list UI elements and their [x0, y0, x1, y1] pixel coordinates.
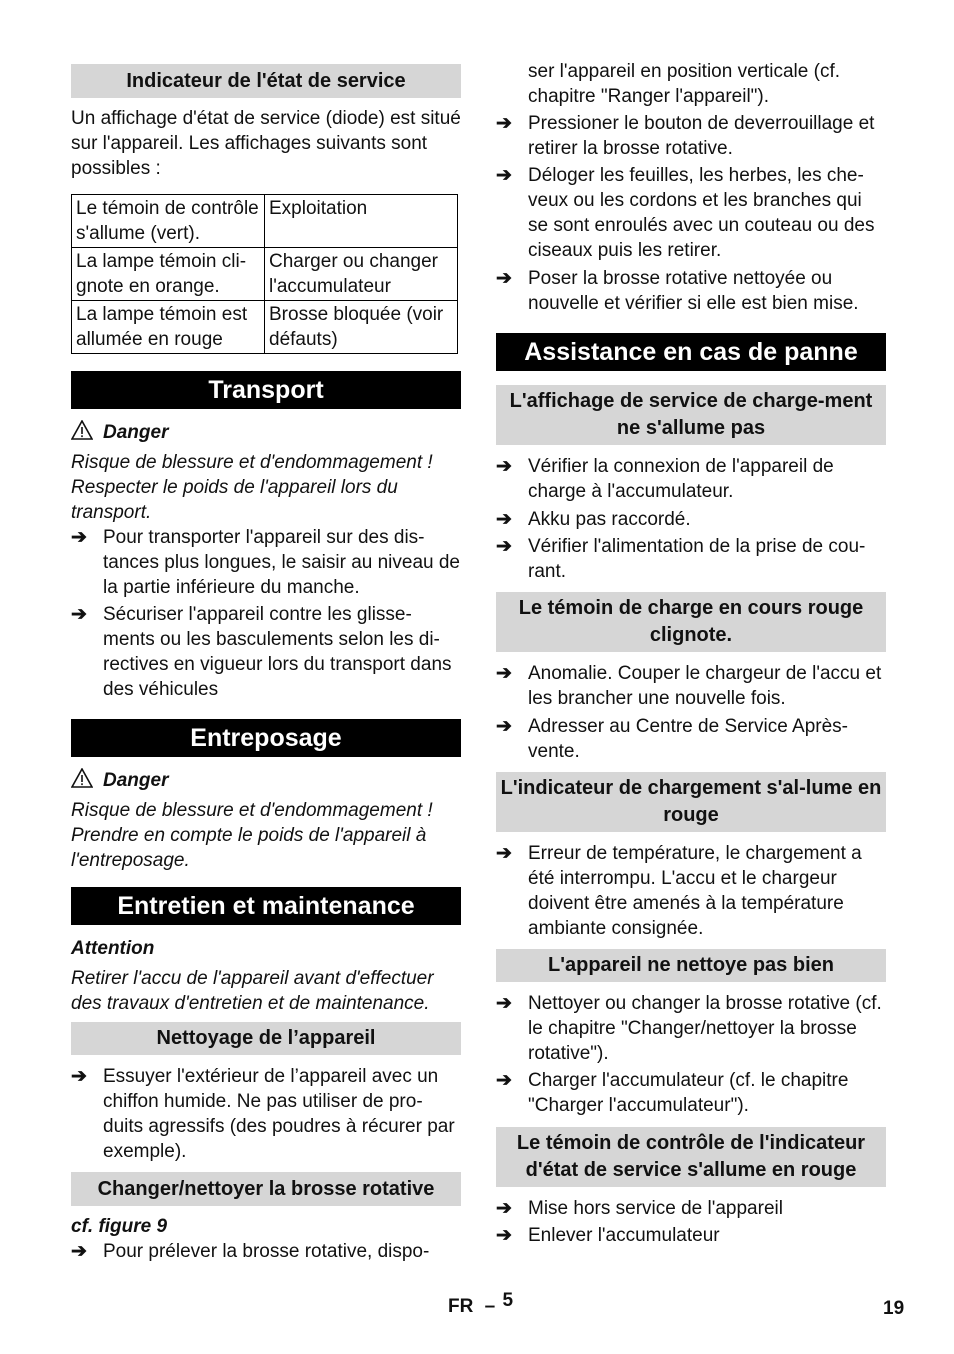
table-row [72, 195, 458, 248]
list-item-text: ser l'appareil en position verticale (cf. chapitre "Ranger l'appareil"). [528, 61, 840, 107]
list-item-text: Anomalie. Couper le chargeur de l'accu et les brancher une nouvelle fois. [528, 663, 882, 709]
footer-language-page [448, 1290, 514, 1318]
list-item-text: Charger l'accumulateur (cf. le chapitre "Charger l'accumulateur"). [528, 1070, 849, 1116]
table-row [72, 301, 458, 354]
service-table-wrap [71, 194, 461, 354]
table-row [72, 248, 458, 301]
transport-heading: Transport [71, 371, 461, 409]
arrow-right-icon: ➔ [496, 536, 512, 557]
list-item-text: Erreur de température, le chargement a été interrompu. L'accu et le chargeur doivent être amenés à la température ambiante consignée. [528, 843, 862, 939]
list-item [71, 1239, 461, 1264]
list-item-text: Vérifier l'alimentation de la prise de cou-rant. [528, 536, 866, 582]
attention-label: Attention [71, 938, 155, 959]
list-item [71, 602, 461, 702]
arrow-right-icon: ➔ [71, 1066, 87, 1087]
transport-danger-label [71, 420, 461, 445]
list-item-text: Pour transporter l'appareil sur des dis-tances plus longues, le saisir au niveau de la partie inférieure du manche. [103, 527, 461, 598]
charge-indicator-red-heading: L'indicateur de chargement s'al-lume en rouge [496, 772, 886, 832]
table-cell: Le témoin de contrôle s'allume (vert). [72, 195, 265, 248]
storage-danger-text: Risque de blessure et d'endommagement ! Prendre en compte le poids de l'appareil à l'entreposage. [71, 800, 433, 871]
arrow-right-icon: ➔ [496, 268, 512, 289]
footer-language: FR [448, 1296, 474, 1317]
table-cell: Exploitation [265, 195, 458, 248]
service-status-heading: Indicateur de l'état de service [71, 64, 461, 98]
arrow-right-icon: ➔ [71, 527, 87, 548]
page-number: 19 [883, 1298, 905, 1319]
list-item [71, 1064, 461, 1164]
list-item-text: Vérifier la connexion de l'appareil de charge à l'accumulateur. [528, 456, 834, 502]
arrow-right-icon: ➔ [496, 509, 512, 530]
arrow-right-icon: ➔ [496, 456, 512, 477]
list-item [496, 266, 886, 316]
list-item-text: Akku pas raccordé. [528, 509, 691, 530]
list-item-text: Essuyer l'extérieur de l’appareil avec un chiffon humide. Ne pas utiliser de pro-duits agressifs (des poudres à récurer par exemple). [103, 1066, 455, 1162]
footer-section-page: 5 [502, 1290, 514, 1311]
arrow-right-icon: ➔ [71, 1241, 87, 1262]
list-item [496, 661, 886, 711]
brush-figure-ref: cf. figure 9 [71, 1216, 168, 1237]
arrow-right-icon: ➔ [496, 843, 512, 864]
list-item [496, 1223, 886, 1248]
list-item-text: Poser la brosse rotative nettoyée ou nouvelle et vérifier si elle est bien mise. [528, 268, 859, 314]
list-item-text: Adresser au Centre de Service Après-vente. [528, 716, 848, 762]
table-cell: La lampe témoin est allumée en rouge [72, 301, 265, 354]
warning-triangle-icon [71, 768, 93, 788]
list-item [496, 991, 886, 1066]
footer-dash: – [484, 1296, 496, 1317]
table-cell: La lampe témoin cli-gnote en orange. [72, 248, 265, 301]
list-item [496, 1068, 886, 1118]
list-item [496, 841, 886, 941]
arrow-right-icon: ➔ [496, 993, 512, 1014]
charge-red-blink-heading: Le témoin de charge en cours rouge clignote. [496, 592, 886, 652]
arrow-right-icon: ➔ [496, 113, 512, 134]
arrow-right-icon: ➔ [496, 1225, 512, 1246]
arrow-right-icon: ➔ [496, 716, 512, 737]
assistance-heading: Assistance en cas de panne [496, 333, 886, 371]
arrow-right-icon: ➔ [71, 604, 87, 625]
list-item-text: Déloger les feuilles, les herbes, les che-veux ou les cordons et les branches qui se sont enroulés avec un couteau ou des ciseaux puis les retirer. [528, 165, 875, 261]
table-cell: Brosse bloquée (voir défauts) [265, 301, 458, 354]
service-status-red-heading: Le témoin de contrôle de l'indicateur d'état de service s'allume en rouge [496, 1127, 886, 1187]
list-item [496, 1196, 886, 1221]
list-item [496, 163, 886, 263]
list-item-text: Mise hors service de l'appareil [528, 1198, 783, 1219]
list-item-text: Pressioner le bouton de deverrouillage et retirer la brosse rotative. [528, 113, 875, 159]
list-item [496, 714, 886, 764]
arrow-right-icon: ➔ [496, 1198, 512, 1219]
arrow-right-icon: ➔ [496, 663, 512, 684]
list-item [496, 111, 886, 161]
attention-text: Retirer l'accu de l'appareil avant d'effectuer des travaux d'entretien et de maintenance. [71, 968, 434, 1014]
list-item [496, 454, 886, 504]
charge-display-off-heading: L'affichage de service de charge-ment ne s'allume pas [496, 385, 886, 445]
list-item-text: Pour prélever la brosse rotative, dispo- [103, 1241, 430, 1262]
danger-label-text: Danger [103, 770, 169, 791]
service-intro: Un affichage d'état de service (diode) est situé sur l'appareil. Les affichages suivants sont possibles : [71, 108, 461, 179]
list-item [496, 534, 886, 584]
list-item-text: Sécuriser l'appareil contre les glisse-ments ou les basculements selon les di-rectives en vigueur lors du transport dans des véhicules [103, 604, 452, 700]
arrow-right-icon: ➔ [496, 1070, 512, 1091]
list-item-text: Enlever l'accumulateur [528, 1225, 720, 1246]
brush-step-continued [496, 59, 886, 109]
service-status-table [71, 194, 458, 354]
storage-danger-label [71, 768, 461, 793]
poor-cleaning-heading: L'appareil ne nettoye pas bien [496, 949, 886, 982]
danger-label-text: Danger [103, 422, 169, 443]
list-item [496, 507, 886, 532]
transport-danger-text: Risque de blessure et d'endommagement ! Respecter le poids de l'appareil lors du transport. [71, 452, 433, 523]
brush-heading: Changer/nettoyer la brosse rotative [71, 1172, 461, 1206]
list-item-text: Nettoyer ou changer la brosse rotative (cf. le chapitre "Changer/nettoyer la brosse rotative"). [528, 993, 882, 1064]
cleaning-heading: Nettoyage de l’appareil [71, 1022, 461, 1055]
arrow-right-icon: ➔ [496, 165, 512, 186]
storage-heading: Entreposage [71, 719, 461, 757]
list-item [71, 525, 461, 600]
maintenance-heading: Entretien et maintenance [71, 887, 461, 925]
warning-triangle-icon [71, 420, 93, 440]
table-cell: Charger ou changer l'accumulateur [265, 248, 458, 301]
